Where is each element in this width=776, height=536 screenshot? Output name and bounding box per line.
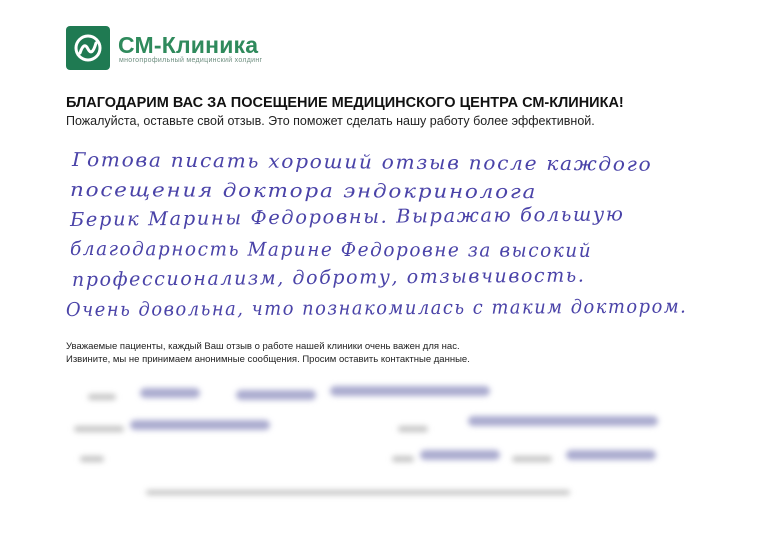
notice-importance: Уважаемые пациенты, каждый Ваш отзыв о работе нашей клиники очень важен для нас. xyxy=(66,341,460,352)
review-line: профессионализм, доброту, отзывчивость. xyxy=(71,264,586,291)
form-headline: БЛАГОДАРИМ ВАС ЗА ПОСЕЩЕНИЕ МЕДИЦИНСКОГО ЦЕНТРА СМ-КЛИНИКА! xyxy=(66,95,624,111)
review-line: Берик Марины Федоровны. Выражаю большую xyxy=(69,203,625,231)
clinic-logo xyxy=(66,26,110,70)
review-line: Очень довольна, что познакомилась с таким доктором. xyxy=(65,295,688,321)
brand-tagline: многопрофильный медицинский холдинг xyxy=(119,57,263,64)
review-line: посещения доктора эндокринолога xyxy=(69,179,538,204)
review-line: благодарность Марине Федоровне за высокий xyxy=(69,238,593,262)
cm-clinic-logo-icon xyxy=(71,31,105,65)
brand-name: СМ-Клиника xyxy=(118,32,259,58)
notice-anonymous: Извините, мы не принимаем анонимные сообщения. Просим оставить контактные данные. xyxy=(66,354,470,365)
review-line: Готова писать хороший отзыв после каждого xyxy=(71,149,653,176)
redacted-contact-details xyxy=(0,370,776,536)
form-subheadline: Пожалуйста, оставьте свой отзыв. Это поможет сделать нашу работу более эффективной. xyxy=(66,114,595,128)
